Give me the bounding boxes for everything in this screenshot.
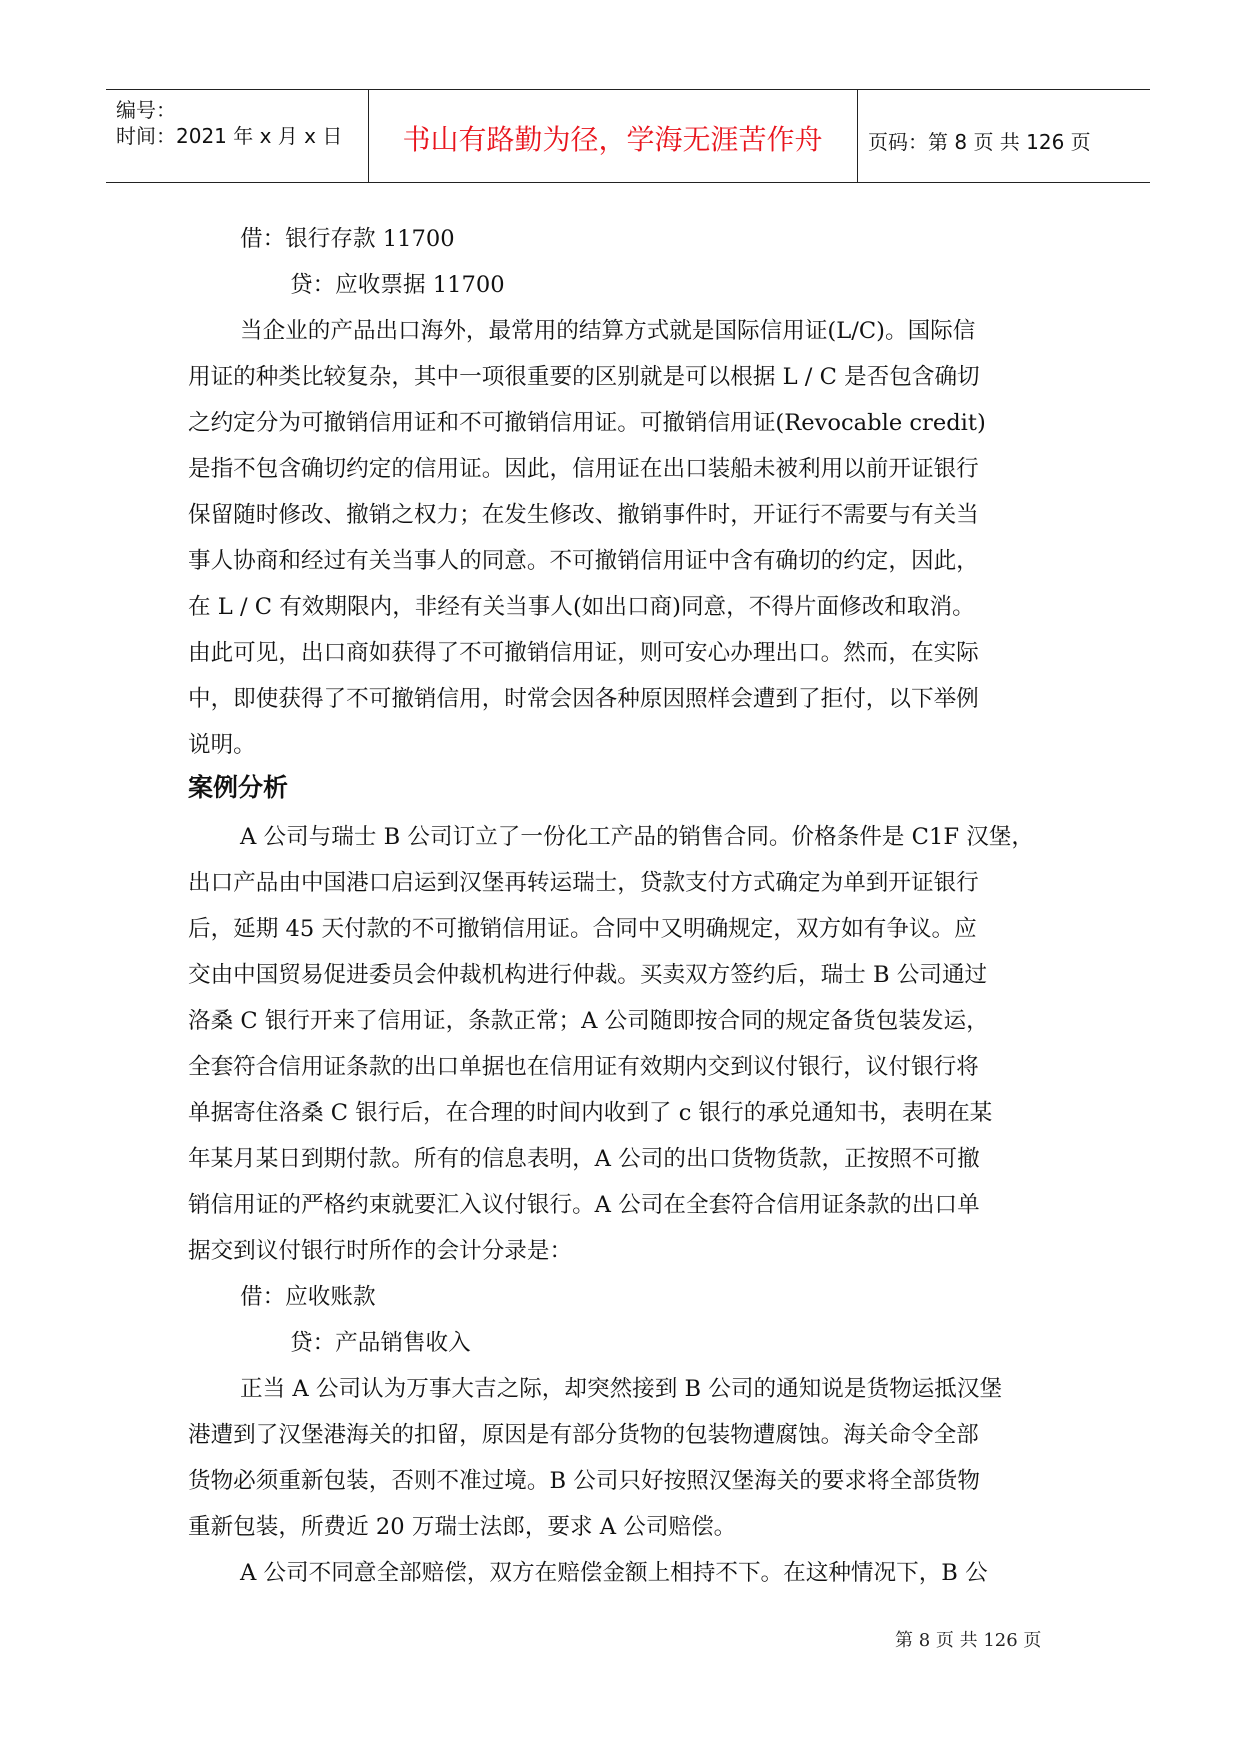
- paragraph3-line: 货物必须重新包装，否则不准过境。B 公司只好按照汉堡海关的要求将全部货物: [188, 1468, 980, 1494]
- paragraph1-line: 在 L / C 有效期限内，非经有关当事人(如出口商)同意，不得片面修改和取消。: [188, 594, 975, 620]
- paragraph4-line: A 公司不同意全部赔偿，双方在赔偿金额上相持不下。在这种情况下，B 公: [240, 1560, 988, 1586]
- header-top-rule: [106, 89, 1150, 90]
- paragraph1-line: 事人协商和经过有关当事人的同意。不可撤销信用证中含有确切的约定，因此，: [188, 548, 979, 574]
- paragraph1-line: 当企业的产品出口海外，最常用的结算方式就是国际信用证(L/C)。国际信: [240, 318, 976, 344]
- section-heading: 案例分析: [188, 773, 289, 802]
- paragraph2-line: 销信用证的严格约束就要汇入议付银行。A 公司在全套符合信用证条款的出口单: [188, 1192, 980, 1218]
- header-page-label: 页码：第 8 页 共 126 页: [868, 130, 1091, 154]
- paragraph3-line: 重新包装，所费近 20 万瑞士法郎，要求 A 公司赔偿。: [188, 1514, 737, 1540]
- header-motto: 书山有路勤为径，学海无涯苦作舟: [402, 123, 823, 156]
- paragraph1-line: 保留随时修改、撤销之权力；在发生修改、撤销事件时，开证行不需要与有关当: [188, 502, 979, 528]
- paragraph1-line: 中，即使获得了不可撤销信用，时常会因各种原因照样会遭到了拒付，以下举例: [188, 686, 979, 712]
- paragraph1-line: 是指不包含确切约定的信用证。因此，信用证在出口装船未被利用以前开证银行: [188, 456, 979, 482]
- paragraph2-line: 交由中国贸易促进委员会仲裁机构进行仲裁。买卖双方签约后，瑞士 B 公司通过: [188, 962, 988, 988]
- paragraph3-line: 港遭到了汉堡港海关的扣留，原因是有部分货物的包装物遭腐蚀。海关命令全部: [188, 1422, 979, 1448]
- header-divider-right: [857, 89, 858, 182]
- entry2-debit: 借：应收账款: [240, 1284, 376, 1310]
- header-number-label: 编号：: [116, 98, 176, 122]
- header-date-label: 时间：2021 年 x 月 x 日: [116, 124, 343, 148]
- paragraph2-line: 后，延期 45 天付款的不可撤销信用证。合同中又明确规定，双方如有争议。应: [188, 916, 977, 942]
- entry1-debit: 借：银行存款 11700: [240, 226, 455, 252]
- paragraph2-line: 据交到议付银行时所作的会计分录是：: [188, 1238, 573, 1264]
- paragraph1-line: 用证的种类比较复杂，其中一项很重要的区别就是可以根据 L / C 是否包含确切: [188, 364, 980, 390]
- paragraph1-line: 由此可见，出口商如获得了不可撤销信用证，则可安心办理出口。然而，在实际: [188, 640, 979, 666]
- paragraph2-line: A 公司与瑞士 B 公司订立了一份化工产品的销售合同。价格条件是 C1F 汉堡，: [240, 824, 1034, 850]
- paragraph2-line: 出口产品由中国港口启运到汉堡再转运瑞士，贷款支付方式确定为单到开证银行: [188, 870, 979, 896]
- paragraph2-line: 单据寄住洛桑 C 银行后，在合理的时间内收到了 c 银行的承兑通知书，表明在某: [188, 1100, 993, 1126]
- page-footer: 第 8 页 共 126 页: [895, 1630, 1042, 1651]
- paragraph2-line: 洛桑 C 银行开来了信用证，条款正常；A 公司随即按合同的规定备货包装发运，: [188, 1008, 989, 1034]
- entry2-credit: 贷：产品销售收入: [290, 1330, 471, 1356]
- entry1-credit: 贷：应收票据 11700: [290, 272, 505, 298]
- paragraph2-line: 全套符合信用证条款的出口单据也在信用证有效期内交到议付银行，议付银行将: [188, 1054, 979, 1080]
- paragraph1-line: 说明。: [188, 732, 256, 758]
- paragraph3-line: 正当 A 公司认为万事大吉之际，却突然接到 B 公司的通知说是货物运抵汉堡: [240, 1376, 1003, 1402]
- paragraph1-line: 之约定分为可撤销信用证和不可撤销信用证。可撤销信用证(Revocable credit): [188, 410, 986, 436]
- header-bottom-rule: [106, 182, 1150, 183]
- paragraph2-line: 年某月某日到期付款。所有的信息表明，A 公司的出口货物货款，正按照不可撤: [188, 1146, 980, 1172]
